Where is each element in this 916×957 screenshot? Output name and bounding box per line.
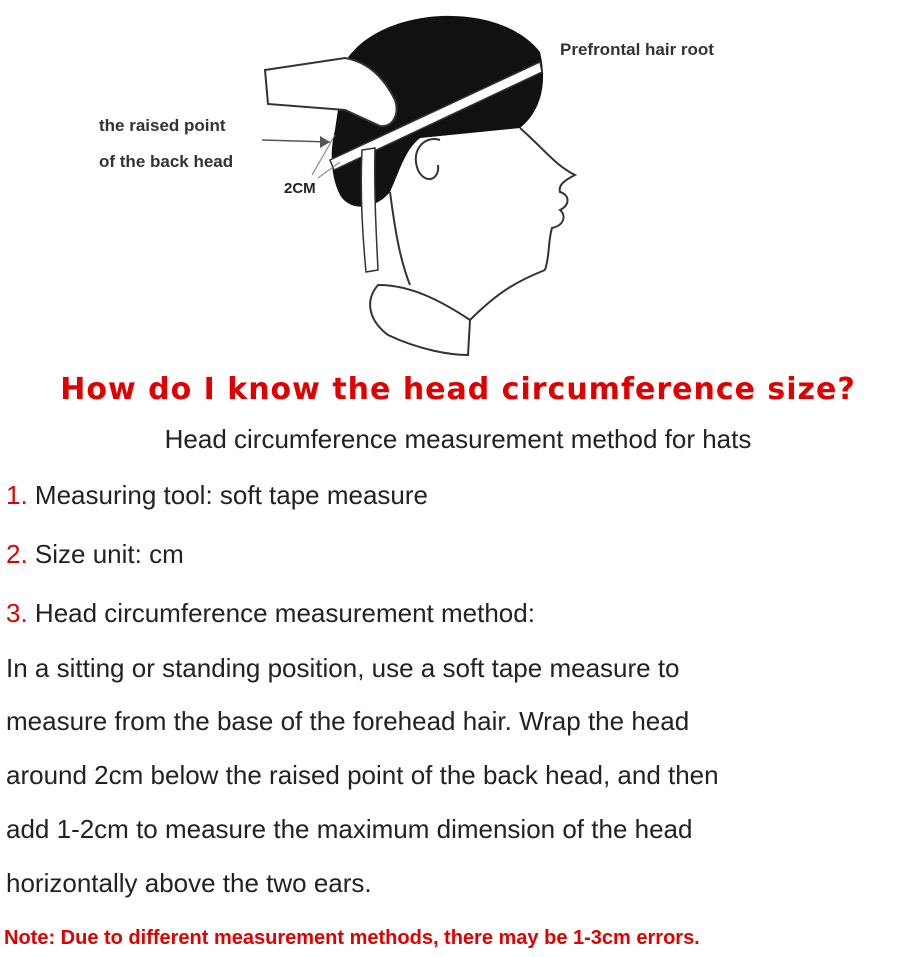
head-measurement-illustration	[0, 0, 916, 370]
collar-shape	[370, 285, 470, 355]
method-paragraph-line: horizontally above the two ears.	[6, 868, 372, 898]
face-profile	[520, 128, 575, 270]
page-title: How do I know the head circumference size?	[60, 372, 856, 407]
raised-point-label-line2: of the back head	[99, 152, 234, 171]
ear-shape	[416, 139, 440, 179]
pointer-arrow	[262, 140, 330, 142]
list-number: 2.	[6, 539, 28, 569]
neck-line	[390, 192, 410, 285]
page-subtitle: Head circumference measurement method for hats	[164, 424, 752, 454]
prefrontal-hair-root-label: Prefrontal hair root	[560, 40, 714, 59]
chest-line	[470, 270, 545, 320]
list-item-text: Head circumference measurement method:	[27, 598, 535, 628]
method-paragraph-line: add 1-2cm to measure the maximum dimension of the head	[6, 814, 693, 844]
list-item-text: Size unit: cm	[27, 539, 184, 569]
list-item-method	[6, 598, 535, 629]
list-item-size-unit	[6, 539, 184, 570]
list-item-text: Measuring tool: soft tape measure	[27, 480, 429, 510]
method-paragraph-line: In a sitting or standing position, use a soft tape measure to	[6, 653, 680, 683]
method-paragraph-line: around 2cm below the raised point of the back head, and then	[6, 760, 719, 790]
list-number: 1.	[6, 480, 28, 510]
list-number: 3.	[6, 598, 28, 628]
tape-measure-hanging	[361, 148, 378, 272]
raised-point-label-line1: the raised point	[99, 116, 226, 135]
list-item-measuring-tool	[6, 480, 428, 511]
error-note: Note: Due to different measurement methods, there may be 1-3cm errors.	[4, 927, 700, 949]
offset-2cm-label: 2CM	[284, 180, 316, 197]
method-paragraph-line: measure from the base of the forehead hair. Wrap the head	[6, 706, 690, 736]
